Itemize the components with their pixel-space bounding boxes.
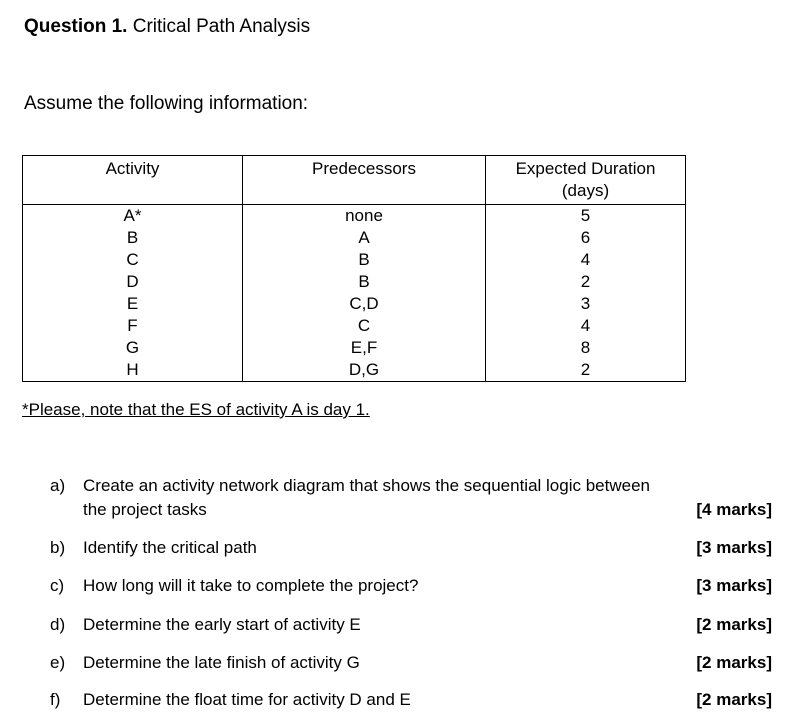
header-activity: Activity <box>23 156 243 205</box>
item-text-continued: the project tasks <box>83 500 207 519</box>
cell-predecessors: B <box>243 249 486 271</box>
cell-predecessors: D,G <box>243 359 486 382</box>
cell-predecessors: B <box>243 271 486 293</box>
cell-activity: A* <box>23 205 243 228</box>
cell-duration: 2 <box>486 359 686 382</box>
table-header-row <box>23 156 686 205</box>
table-row <box>23 227 686 249</box>
cell-activity: C <box>23 249 243 271</box>
table-row <box>23 337 686 359</box>
item-letter: a) <box>50 476 66 495</box>
item-text: Create an activity network diagram that shows the sequential logic between <box>83 476 650 495</box>
item-marks: [2 marks] <box>696 653 772 672</box>
cell-activity: D <box>23 271 243 293</box>
cell-duration: 5 <box>486 205 686 228</box>
item-text: Determine the float time for activity D and E <box>83 690 411 709</box>
cell-activity: B <box>23 227 243 249</box>
table-row <box>23 293 686 315</box>
item-marks: [3 marks] <box>696 538 772 557</box>
intro-text: Assume the following information: <box>24 93 309 114</box>
table-row <box>23 315 686 337</box>
cell-activity: H <box>23 359 243 382</box>
item-text: Determine the late finish of activity G <box>83 653 360 672</box>
header-predecessors: Predecessors <box>243 156 486 205</box>
cell-predecessors: none <box>243 205 486 228</box>
cell-predecessors: A <box>243 227 486 249</box>
item-text: How long will it take to complete the project? <box>83 576 419 595</box>
table-row <box>23 249 686 271</box>
table-row <box>23 359 686 382</box>
cell-activity: F <box>23 315 243 337</box>
header-duration-line1: Expected Duration <box>515 159 656 178</box>
cell-predecessors: C <box>243 315 486 337</box>
item-letter: e) <box>50 653 66 672</box>
cell-predecessors: E,F <box>243 337 486 359</box>
item-marks: [2 marks] <box>696 690 772 709</box>
item-letter: f) <box>50 690 61 709</box>
item-letter: c) <box>50 576 65 595</box>
table-row <box>23 271 686 293</box>
cell-duration: 4 <box>486 315 686 337</box>
question-title: Critical Path Analysis <box>132 16 311 37</box>
question-number: Question 1. <box>24 16 128 37</box>
cell-duration: 4 <box>486 249 686 271</box>
cell-duration: 3 <box>486 293 686 315</box>
item-letter: d) <box>50 615 66 634</box>
cell-activity: G <box>23 337 243 359</box>
item-text: Identify the critical path <box>83 538 257 557</box>
table-row <box>23 205 686 228</box>
item-marks: [4 marks] <box>696 500 772 519</box>
cell-duration: 6 <box>486 227 686 249</box>
item-marks: [3 marks] <box>696 576 772 595</box>
header-duration <box>486 156 686 205</box>
footnote: *Please, note that the ES of activity A is day 1. <box>22 400 370 419</box>
activity-table <box>22 155 686 382</box>
cell-duration: 8 <box>486 337 686 359</box>
item-text: Determine the early start of activity E <box>83 615 361 634</box>
item-letter: b) <box>50 538 66 557</box>
cell-duration: 2 <box>486 271 686 293</box>
question-heading <box>24 15 310 39</box>
cell-predecessors: C,D <box>243 293 486 315</box>
item-marks: [2 marks] <box>696 615 772 634</box>
cell-activity: E <box>23 293 243 315</box>
header-duration-line2: (days) <box>561 181 610 200</box>
